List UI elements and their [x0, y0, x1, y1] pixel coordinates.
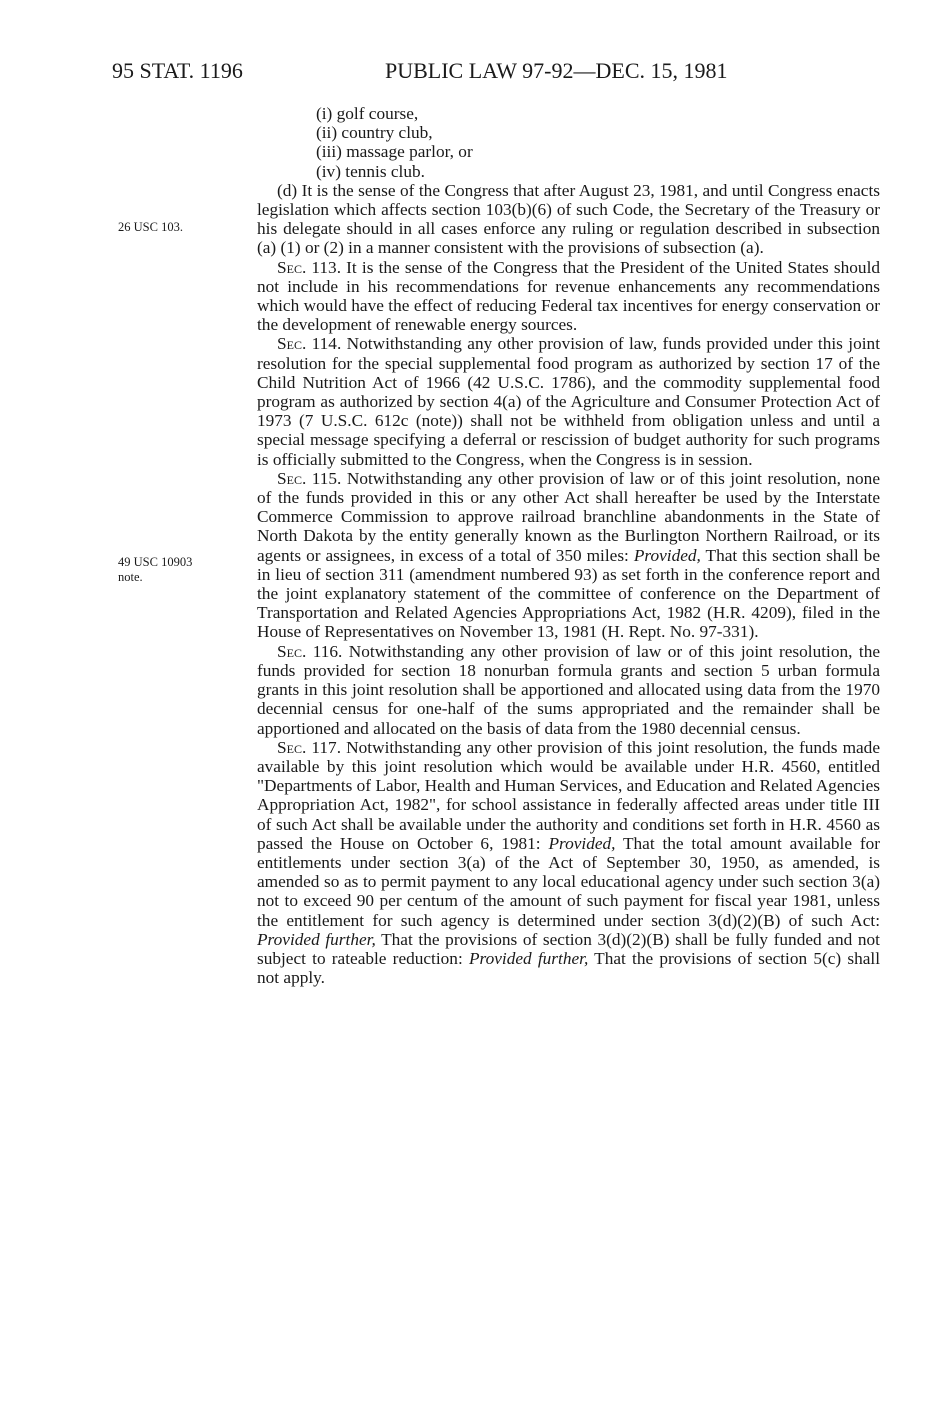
provided-further-proviso: Provided further,: [468, 948, 589, 968]
page-header: [112, 58, 892, 88]
margin-note-line: 49 USC 10903: [118, 555, 193, 569]
section-117: [257, 738, 880, 988]
section-115: [257, 469, 880, 642]
margin-note-line: note.: [118, 570, 143, 584]
provided-proviso: Provided,: [633, 545, 701, 565]
provided-further-proviso: Provided further,: [257, 929, 376, 949]
section-text: That the provisions of section 5(c) shall not apply.: [257, 948, 880, 988]
provided-proviso: Provided,: [548, 833, 616, 853]
section-text: It is the sense of the Congress that the President of the United States should not include in his recommendations for revenue enhancements any recommendations which would have the effect of reducing Federal tax incentives for energy conservation or the development of renewable energy sources.: [257, 257, 881, 335]
margin-note-26-usc-103: 26 USC 103.: [118, 220, 183, 234]
section-label: Sec. 113.: [277, 257, 342, 277]
section-text: Notwithstanding any other provision of law or of this joint resolution, none of the funds provided in this or any other Act shall hereafter be used by the Interstate Commerce Commission to approve railroad branchline abandonments in the State of North Dakota by the entity generally known as the Burlington Northern Railroad, or its agents or assignees, in excess of a total of 350 miles:: [257, 468, 880, 565]
body-text: [257, 104, 880, 987]
list-item-golf-course: (i) golf course,: [316, 104, 419, 123]
section-label: Sec. 114.: [277, 334, 342, 354]
margin-note-49-usc-10903: [118, 555, 248, 585]
section-114: [257, 334, 880, 468]
list-item-tennis-club: (iv) tennis club.: [316, 161, 425, 181]
section-text: That this section shall be in lieu of section 311 (amendment numbered 93) as set forth in the conference report and the joint explanatory statement of the committee of conference on the Department of Transportation and Related Agencies Appropriations Act, 1982 (H.R. 4209), filed in the House of Representatives on November 13, 1981 (H. Rept. No. 97-331).: [257, 545, 880, 642]
section-text: Notwithstanding any other provision of law or of this joint resolution, the funds provided for section 18 nonurban formula grants and section 5 urban formula grants in this joint resolution shall be apportioned and allocated using data from the 1970 decennial census for one-half of the sums appropriated and the remainder shall be apportioned and allocated on the basis of data from the 1980 decennial census.: [257, 641, 881, 738]
section-label: Sec. 117.: [277, 737, 342, 757]
section-label: Sec. 116.: [277, 641, 343, 661]
list-item-country-club: (ii) country club,: [316, 123, 433, 143]
paragraph-subsection-d: (d) It is the sense of the Congress that after August 23, 1981, and until Congress enacts legislation which affects section 103(b)(6) of such Code, the Secretary of the Treasury or his delegate should in all cases enforce any ruling or regulation described in subsection (a) (1) or (2) in a manner consistent with the provisions of subsection (a).: [257, 180, 880, 258]
section-label: Sec. 115.: [277, 468, 342, 488]
section-text: Notwithstanding any other provision of law, funds provided under this joint resolution for the special supplemental food program as authorized by section 17 of the Child Nutrition Act of 1966 (42 U.S.C. 1786), and the commodity supplemental food program as authorized by section 4(a) of the Agriculture and Consumer Protection Act of 1973 (7 U.S.C. 612c (note)) shall not be withheld from obligation unless and until a special message specifying a deferral or rescission of budget authority for such programs is officially submitted to the Congress, when the Congress is in session.: [257, 334, 880, 469]
section-text: That the provisions of section 3(d)(2)(B) shall be fully funded and not subject to rateable reduction:: [257, 929, 880, 968]
section-116: [257, 642, 880, 738]
section-text: That the total amount available for entitlements under section 3(a) of the Act of September 30, 1950, as amended, is amended so as to permit payment to any local educational agency under such section 3(a) not to exceed 90 per centum of the amount of such payment for fiscal year 1981, unless the entitlement for such agency is determined under section 3(d)(2)(B) of such Act:: [257, 833, 880, 930]
section-text: Notwithstanding any other provision of this joint resolution, the funds made available by this joint resolution which would be available under H.R. 4560, entitled "Departments of Labor, Health and Human Services, and Education and Related Agencies Appropriation Act, 1982", for school assistance in federally affected areas under title III of such Act shall be available under the authority and conditions set forth in H.R. 4560 as passed the House on October 6, 1981:: [257, 737, 881, 853]
law-title: PUBLIC LAW 97-92—DEC. 15, 1981: [385, 58, 728, 83]
section-113: [257, 258, 880, 335]
stat-reference: 95 STAT. 1196: [112, 58, 243, 83]
list-item-massage-parlor: (iii) massage parlor, or: [316, 142, 473, 162]
